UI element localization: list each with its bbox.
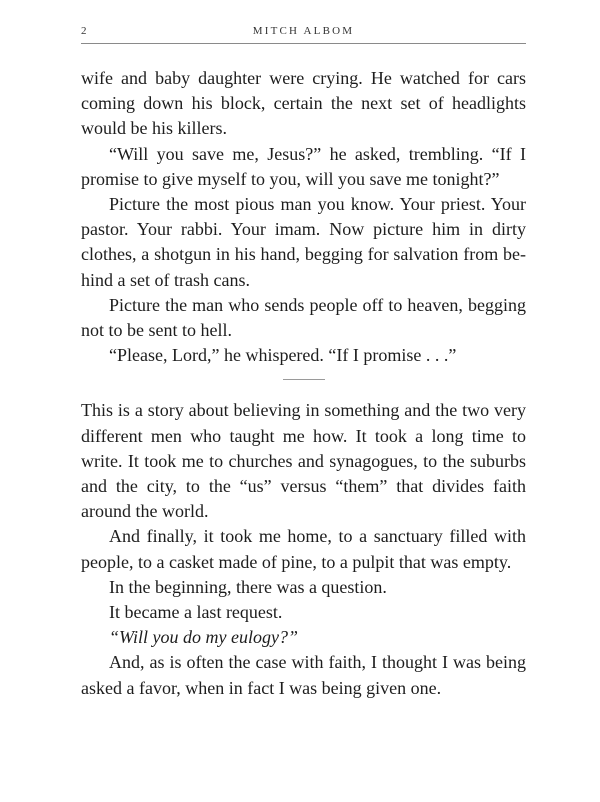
paragraph: This is a story about believing in something and the two very different men who taught me how. It took a long time to write. It took me to churches and synagogues, to the suburbs and the city, to the “us” versus “them” that divides faith around the world.	[81, 400, 526, 522]
paragraph-quote: “Will you do my eulogy?”	[109, 627, 298, 648]
book-page	[81, 0, 526, 802]
page-number: 2	[81, 25, 87, 37]
running-title: MITCH ALBOM	[252, 25, 355, 37]
paragraph: “Please, Lord,” he whispered. “If I promise . . .”	[109, 345, 457, 366]
paragraph: Picture the most pious man you know. Your priest. Your pastor. Your rabbi. Your imam. Now picture him in dirty clothes, a shotgun in his hand, begging for salvation from behind a set of trash cans.	[81, 194, 526, 290]
section-break-rule	[283, 379, 325, 380]
paragraph: In the beginning, there was a question.	[109, 576, 387, 597]
paragraph: “Will you save me, Jesus?” he asked, trembling. “If I promise to give myself to you, will you save me tonight?”	[81, 143, 526, 189]
section-break	[81, 368, 526, 398]
paragraph: wife and baby daughter were crying. He watched for cars coming down his block, certain the next set of headlights would be his killers.	[81, 68, 526, 139]
running-head	[81, 25, 526, 39]
paragraph: And, as is often the case with faith, I thought I was being asked a favor, when in fact I was being given one.	[81, 652, 526, 698]
body-text	[81, 66, 526, 701]
paragraph: And finally, it took me home, to a sanctuary filled with people, to a casket made of pine, to a pulpit that was empty.	[81, 526, 526, 572]
paragraph: Picture the man who sends people off to heaven, begging not to be sent to hell.	[81, 294, 526, 341]
paragraph: It became a last request.	[109, 602, 283, 623]
header-rule	[81, 43, 526, 44]
